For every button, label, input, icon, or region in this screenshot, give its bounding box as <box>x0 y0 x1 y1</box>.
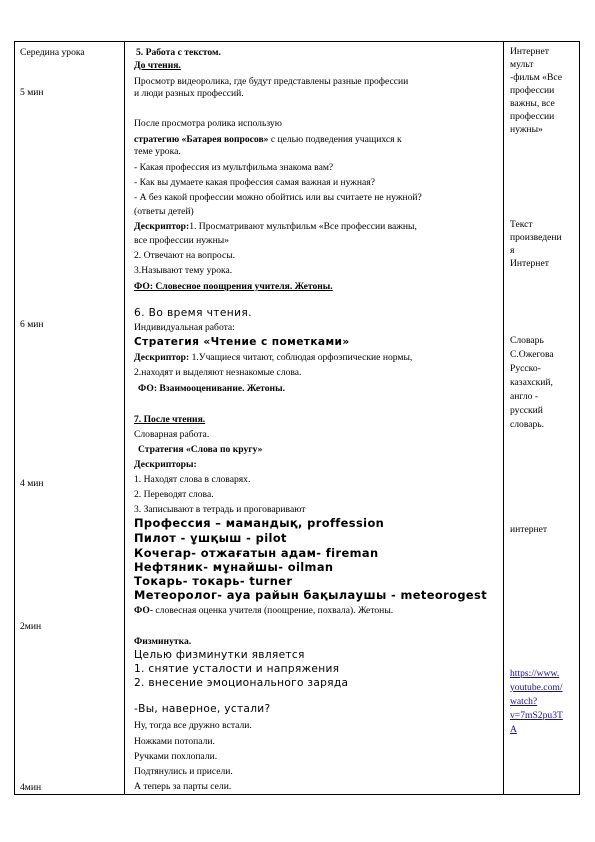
assessment: ФО- словесная оценка учителя (поощрение, похвала). Жетоны. <box>134 605 394 616</box>
paragraph: 1. снятие усталости и напряжения <box>134 663 340 675</box>
assessment: ФО: Взаимооценивание. Жетоны. <box>138 383 285 394</box>
time-label: 6 мин <box>20 319 44 330</box>
vocab-word: Нефтяник- мұнайшы- oilman <box>134 560 334 574</box>
link-line[interactable]: v=7mS2pu3T <box>510 710 563 721</box>
paragraph: После просмотра ролика использую <box>134 118 282 129</box>
descriptor: 1. Находят слова в словарях. <box>134 474 251 485</box>
vocab-word: Профессия – мамандық, proffession <box>134 516 385 530</box>
resource-line: я <box>510 245 515 256</box>
time-label: 2мин <box>20 621 42 632</box>
descriptor: 3. Записывают в тетрадь и проговаривают <box>134 504 306 515</box>
resource-line: Интернет <box>510 46 549 57</box>
resource-line: произведени <box>510 232 562 243</box>
resource-line: профессии <box>510 85 555 96</box>
vocab-word: Метеоролог- ауа райын бақылаушы - meteorogest <box>134 588 488 602</box>
strategy: Стратегия «Слова по кругу» <box>138 444 263 455</box>
poem-line: Ручками похлопали. <box>134 751 218 762</box>
section-title: Физминутка. <box>134 636 192 647</box>
resource-line: казахский, <box>510 377 553 388</box>
descriptor: 2. Отвечают на вопросы. <box>134 250 236 261</box>
resource-line: Русско- <box>510 363 541 374</box>
time-label: 4 мин <box>20 478 44 489</box>
paragraph: Словарная работа. <box>134 429 210 440</box>
subsection-title: До чтения. <box>134 60 181 71</box>
paragraph: Индивидуальная работа: <box>134 322 235 333</box>
paragraph: Просмотр видеоролика, где будут представлены разные профессии <box>134 76 409 87</box>
descriptor: 2. Переводят слова. <box>134 489 214 500</box>
resource-line: Интернет <box>510 258 549 269</box>
paragraph: теме урока. <box>134 146 181 157</box>
resource-line: -фильм «Все <box>510 72 563 83</box>
resource-line: интернет <box>510 524 548 535</box>
paragraph: Целью физминутки является <box>134 649 305 661</box>
descriptor-heading: Дескрипторы: <box>134 459 197 470</box>
resource-line: словарь. <box>510 419 545 430</box>
resource-line: важны, все <box>510 98 555 109</box>
link-line[interactable]: youtube.com/ <box>510 682 563 693</box>
question: - А без какой профессии можно обойтись или вы считаете не нужной? <box>134 192 422 203</box>
section-title: 6. Во время чтения. <box>134 307 252 319</box>
vocab-word: Кочегар- отжағатын адам- fireman <box>134 546 379 560</box>
time-label: 4мин <box>20 782 42 793</box>
section-title: 5. Работа с текстом. <box>136 47 221 58</box>
section-title: 7. После чтения. <box>134 414 206 425</box>
resource-line: англо - <box>510 391 539 402</box>
poem-line: Ну, тогда все дружно встали. <box>134 720 252 731</box>
descriptor: все профессии нужны» <box>134 235 229 246</box>
question: - Как вы думаете какая профессия самая важная и нужная? <box>134 177 375 188</box>
paragraph: 2. внесение эмоционального заряда <box>134 677 349 689</box>
strategy: Стратегия «Чтение с пометками» <box>134 336 350 348</box>
resource-line: Текст <box>510 219 533 230</box>
descriptor: 2.находят и выделяют незнакомые слова. <box>134 367 302 378</box>
resource-line: Словарь <box>510 335 544 346</box>
vocab-word: Токарь- токарь- turner <box>134 574 293 588</box>
column-divider <box>124 42 125 794</box>
paragraph: стратегию «Батарея вопросов» с целью подведения учащихся к <box>134 134 402 145</box>
question: (ответы детей) <box>134 206 194 217</box>
poem-line: Подтянулись и присели. <box>134 766 233 777</box>
resource-list <box>510 45 562 136</box>
link-line[interactable]: A <box>510 724 517 735</box>
descriptor: Дескриптор:1. Просматривают мультфильм «Все профессии важны, <box>134 221 417 232</box>
poem-line: Ножками потопали. <box>134 736 215 747</box>
resource-line: мульт <box>510 59 534 70</box>
column-divider <box>503 42 504 794</box>
resource-list <box>510 334 554 432</box>
question: - Какая профессия из мультфильма знакома вам? <box>134 162 334 173</box>
video-link[interactable] <box>510 667 563 737</box>
poem-line: А теперь за парты сели. <box>134 781 232 792</box>
link-line[interactable]: https://www. <box>510 668 560 679</box>
vocab-word: Пилот - ұшқыш - pilot <box>134 531 287 545</box>
resource-line: профессии <box>510 111 555 122</box>
resource-line: С.Ожегова <box>510 349 554 360</box>
link-line[interactable]: watch? <box>510 696 538 707</box>
time-label: 5 мин <box>20 87 44 98</box>
stage-label: Середина урока <box>20 47 85 58</box>
poem-line: -Вы, наверное, устали? <box>134 703 271 715</box>
resource-line: русский <box>510 405 543 416</box>
descriptor: 3.Называют тему урока. <box>134 265 233 276</box>
resource-list <box>510 218 562 270</box>
assessment: ФО: Словесное поощрения учителя. Жетоны. <box>134 281 333 292</box>
resource-line: нужны» <box>510 124 543 135</box>
descriptor: Дескриптор: 1.Учащиеся читают, соблюдая орфоэпические нормы, <box>134 352 413 363</box>
paragraph: и люди разных профессий. <box>134 88 244 99</box>
